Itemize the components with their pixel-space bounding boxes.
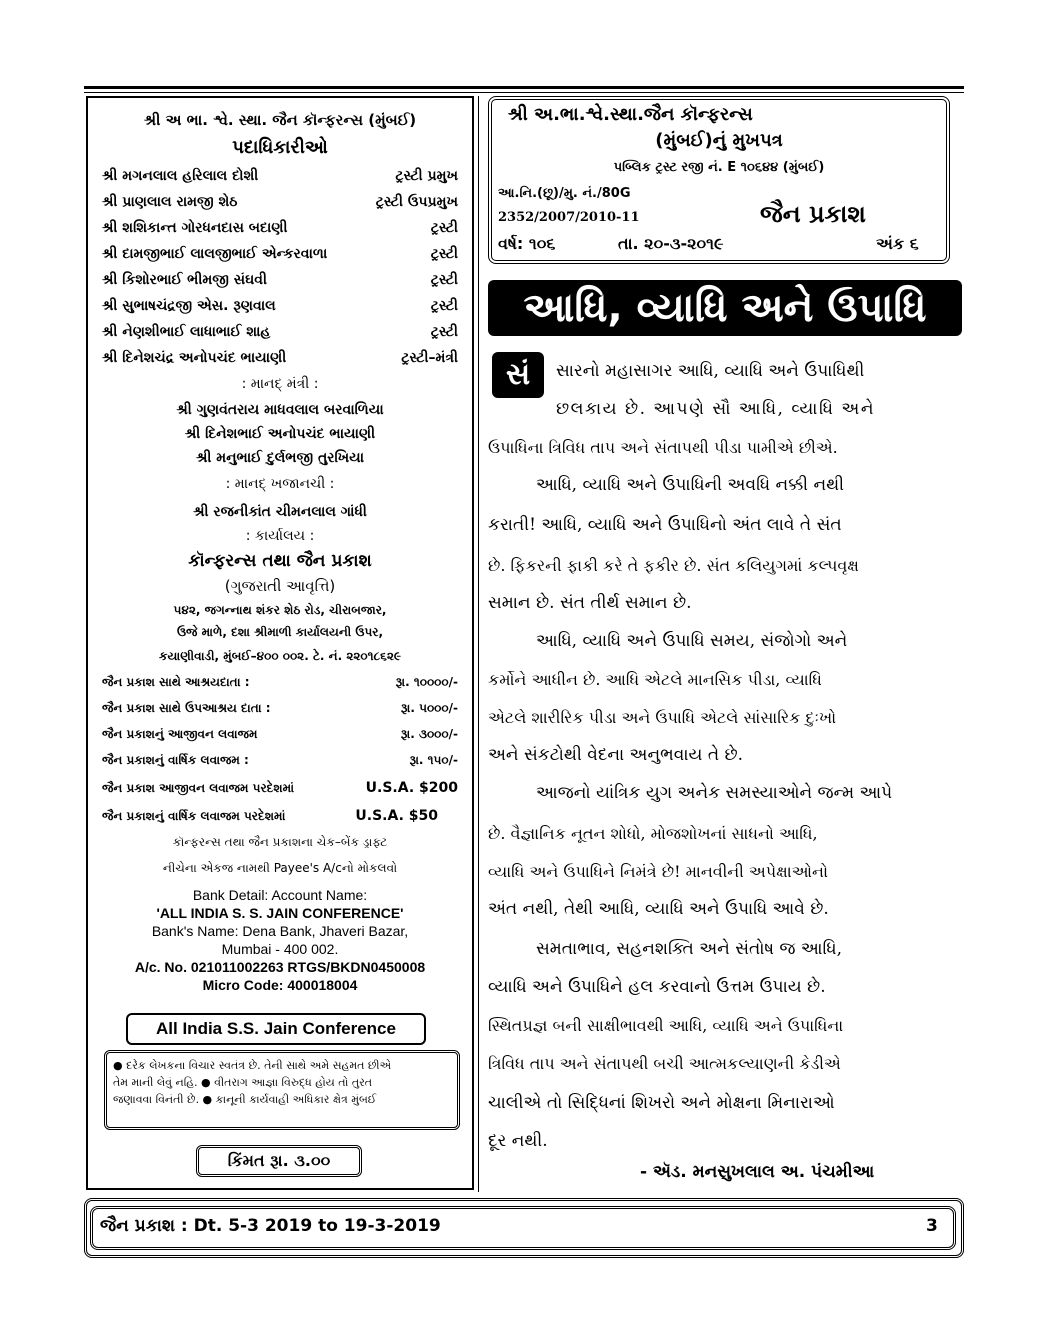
article-line: અંત નથી, તેથી આધિ, વ્યાધિ અને ઉપાધિ આવે છે. [488,899,829,919]
bank-account-name: 'ALL INDIA S. S. JAIN CONFERENCE' [156,905,404,921]
article-headline: આધિ, વ્યાધિ અને ઉપાધિ [488,280,962,336]
secretary-title: : માનદ્ મંત્રી : [241,376,319,392]
article-line: એટલે શારીરિક પીડા અને ઉપાધિ એટલે સાંસારિક દુઃખો [488,708,837,727]
fee-row: જૈન પ્રકાશ આજીવન લવાજમ પરદેશમાં U.S.A. $200 [102,780,458,796]
issue-date: તા. ૨૦-૩-૨૦૧૯ [618,234,724,253]
conference-name-box: All India S.S. Jain Conference [126,1013,426,1045]
article-line: સમતાભાવ, સહનશક્તિ અને સંતોષ જ આધિ, [536,939,842,959]
disclaimer-line: તેમ માની લેવું નહિ. ● વીતરાગ આજ્ઞા વિરુદ્ધ હોય તો તુરત [113,1076,373,1089]
official-row: શ્રી નેણશીભાઈ લાધાભાઈ શાહ ટ્રસ્ટી [102,324,458,340]
fee-row: જૈન પ્રકાશનું વાર્ષિક લવાજમ પરદેશમાં U.S.A. $50 [102,808,438,824]
article-line: ઉપાધિના ત્રિવિધ તાપ અને સંતાપથી પીડા પામીએ છીએ. [488,438,838,457]
fee-row: જૈન પ્રકાશ સાથે ઉપઆશ્રય દાતા : રૂા. ૫૦૦૦/- [102,701,458,715]
article-line: દૂર નથી. [488,1131,548,1151]
official-row: શ્રી મગનલાલ હરિલાલ દોશી ટ્રસ્ટી પ્રમુખ [102,168,458,184]
article-author: - ઍડ. મનસુખલાલ અ. પંચમીઆ [640,1162,875,1182]
secretary-name: શ્રી ગુણવંતરાય માધવલાલ બરવાળિયા [176,402,384,418]
official-row: શ્રી શશિકાન્ત ગોરધનદાસ બદાણી ટ્રસ્ટી [102,220,458,236]
secretary-name: શ્રી દિનેશભાઈ અનોપચંદ ભાયાણી [184,426,376,442]
bank-micro-code: Micro Code: 400018004 [202,977,358,993]
column-divider [478,96,479,1192]
disclaimer-line: જણાવવા વિનંતી છે. ● કાનૂની કાર્યવાહી અધિકાર ક્ષેત્ર મુંબઈ [113,1093,377,1106]
sidebar-header: શ્રી અ ભા. શ્વે. સ્થા. જૈન કૉન્ફરન્સ (મુંબઈ) [143,111,417,129]
article-line: સારનો મહાસાગર આધિ, વ્યાધિ અને ઉપાધિથી [556,361,865,381]
masthead-box [488,96,950,264]
fee-row: જૈન પ્રકાશ સાથે આશ્રયદાતા : રૂા. ૧૦૦૦૦/- [102,675,458,689]
official-row: શ્રી પ્રાણલાલ રામજી શેઠ ટ્રસ્ટી ઉપપ્રમુખ [102,194,458,210]
article-line: સ્થિતપ્રજ્ઞ બની સાક્ષીભાવથી આધિ, વ્યાધિ અને ઉપાધિના [488,1016,844,1035]
article-line: સમાન છે. સંત તીર્થ સમાન છે. [488,593,692,613]
treasurer-title: : માનદ્ ખજાનચી : [225,476,335,492]
article-line: ત્રિવિધ તાપ અને સંતાપથી બચી આત્મકલ્યાણની કેડીએ [488,1054,841,1073]
trust-registration: પબ્લિક ટ્રસ્ટ રજી નં. E ૧૦૬૪૪ (મુંબઈ) [613,160,825,175]
edition-label: (ગુજરાતી આવૃત્તિ) [224,577,336,595]
treasurer-name: શ્રી રજનીકાંત ચીમનલાલ ગાંધી [193,504,367,520]
bank-name: Bank's Name: Dena Bank, Jhaveri Bazar, [151,923,409,939]
issue-number: અંક ૬ [876,234,919,253]
address-line: ઉજે માળે, દશા શ્રીમાળી કાર્યાલયની ઉપર, [176,625,384,639]
article-line: વ્યાધિ અને ઉપાધિને હલ કરવાનો ઉત્તમ ઉપાય છે. [488,977,826,997]
secretary-name: શ્રી મનુભાઈ દુર્લભજી તુરખિયા [195,450,365,466]
it-number: આ.નિ.(છૂ)/મુ. નં./80G [498,186,631,201]
article-line: ચાલીએ તો સિદ્ધિનાં શિખરો અને મોક્ષના મિનારાઓ [488,1093,835,1113]
fee-row: જૈન પ્રકાશનું આજીવન લવાજમ રૂા. ૩૦૦૦/- [102,727,458,741]
article-line: છલકાય છે. આપણે સૌ આધિ, વ્યાધિ અને [556,399,875,419]
price-box: કિંમત રૂા. ૩.૦૦ [196,1145,362,1177]
article-line: અને સંકટોથી વેદના અનુભવાય તે છે. [488,745,744,765]
article-line: વ્યાધિ અને ઉપાધિને નિમંત્રે છે! માનવીની અપેક્ષાઓનો [488,862,828,881]
office-name: કૉન્ફરન્સ તથા જૈન પ્રકાશ [188,551,372,571]
top-rule-thin [84,92,964,93]
article-line: આધિ, વ્યાધિ અને ઉપાધિની અવધિ નક્કી નથી [536,475,845,495]
bank-city: Mumbai - 400 002. [221,941,339,957]
article-line: છે. ફિકરની ફાકી કરે તે ફકીર છે. સંત કલિયુગમાં કલ્પવૃક્ષ [488,556,859,575]
article-line: કરાતી! આધિ, વ્યાધિ અને ઉપાધિનો અંત લાવે તે સંત [488,515,842,535]
official-row: શ્રી કિશોરભાઈ ભીમજી સંઘવી ટ્રસ્ટી [102,272,458,288]
office-title: : કાર્યાલય : [245,528,315,544]
address-line: ૫૪૨, જગન્નાથ શંકર શેઠ રોડ, ચીરાબજાર, [173,603,387,617]
official-row: શ્રી દામજીભાઈ લાલજીભાઈ એન્કરવાળા ટ્રસ્ટી [102,246,458,262]
ref-number: 2352/2007/2010-11 [498,210,640,225]
officials-title: પદાધિકારીઓ [232,137,328,158]
page-number: 3 [926,1216,938,1236]
cheque-note: કૉન્ફરન્સ તથા જૈન પ્રકાશના ચેક–બેંક ડ્રાફ્ટ [172,835,388,849]
masthead-line1: શ્રી અ.ભા.શ્વે.સ્થા.જૈન કૉન્ફરન્સ [508,104,753,125]
official-row: શ્રી સુભાષચંદ્રજી એસ. રૂણવાલ ટ્રસ્ટી [102,298,458,314]
fee-row: જૈન પ્રકાશનું વાર્ષિક લવાજમ : રૂા. ૧૫૦/- [102,753,458,767]
article-line: આજનો યાંત્રિક યુગ અનેક સમસ્યાઓને જન્મ આપે [536,783,893,803]
article-line: કર્મોને આધીન છે. આધિ એટલે માનસિક પીડા, વ્યાધિ [488,670,822,689]
official-row: શ્રી દિનેશચંદ્ર અનોપચંદ ભાયાણી ટ્રસ્ટી–મંત્રી [102,350,458,366]
masthead-line2: (મુંબઈ)નું મુખપત્ર [655,130,783,151]
disclaimer-box [104,1050,460,1130]
publication-title: જૈન પ્રકાશ [760,200,866,228]
drop-cap: સં [492,352,544,398]
address-line: કયાણીવાડી, મુંબઈ–૪૦૦ ૦૦૨. ટે. નં. ૨૨૦૧૮૬૨૯ [158,649,402,663]
article-line: છે. વૈજ્ઞાનિક નૂતન શોધો, મોજશોખનાં સાધનો આધિ, [488,824,818,843]
cheque-note: નીચેના એકજ નામથી Payee's A/cનો મોકલવો [162,861,398,875]
article-line: આધિ, વ્યાધિ અને ઉપાધિ સમય, સંજોગો અને [536,631,848,651]
volume-year: વર્ષ: ૧૦૬ [498,234,556,253]
disclaimer-line: ● દરેક લેખકના વિચાર સ્વતંત્ર છે. તેની સાથે અમે સહમત છીએ [113,1059,392,1072]
footer-publication-dates: જૈન પ્રકાશ : Dt. 5-3 2019 to 19-3-2019 [100,1216,441,1236]
bank-detail: Bank Detail: Account Name: [192,887,368,903]
top-rule [84,86,964,89]
bank-account-number: A/c. No. 021011002263 RTGS/BKDN0450008 [134,959,426,975]
